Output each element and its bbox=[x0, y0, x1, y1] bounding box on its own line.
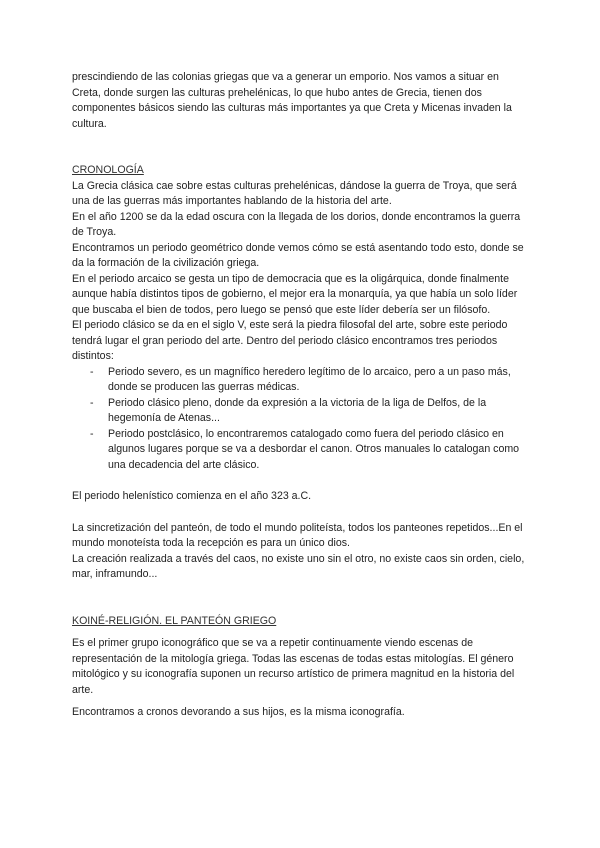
sincretizacion-paragraph: La sincretización del panteón, de todo el mundo politeísta, todos los panteones repetidos...En el mundo monoteísta toda la recepción es para un único dios. bbox=[72, 521, 523, 549]
koine-paragraph: Es el primer grupo iconográfico que se va a repetir continuamente viendo escenas de representación de la mitología griega. Todas las escenas de todas estas mitologías. El género mitológico y su iconografía suponen un recurso artístico de primera magnitud en la historia del arte. bbox=[72, 637, 515, 696]
period-item: - Periodo clásico pleno, donde da expresión a la victoria de la liga de Delfos, de la hegemonía de Atenas... bbox=[72, 396, 528, 427]
period-item: - Periodo severo, es un magnífico heredero legítimo de lo arcaico, pero a un paso más, donde se producen las guerras médicas. bbox=[72, 365, 528, 396]
koine-paragraph: Encontramos a cronos devorando a sus hijos, es la misma iconografía. bbox=[72, 706, 405, 718]
cronologia-paragraph: La Grecia clásica cae sobre estas culturas prehelénicas, dándose la guerra de Troya, que será una de las guerras más importantes hablando de la historia del arte. bbox=[72, 179, 517, 207]
cronologia-paragraph: El periodo clásico se da en el siglo V, este será la piedra filosofal del arte, sobre este periodo tendrá lugar el gran periodo del arte. Dentro del periodo clásico encontramos tres periodos distintos: bbox=[72, 319, 508, 362]
cronologia-heading: CRONOLOGÍA bbox=[72, 164, 144, 176]
cronologia-paragraph: Encontramos un periodo geométrico donde vemos cómo se está asentando todo esto, donde se da la formación de la civilización griega. bbox=[72, 241, 524, 269]
sincretizacion-paragraph: La creación realizada a través del caos, no existe uno sin el otro, no existe caos sin orden, cielo, mar, inframundo... bbox=[72, 552, 525, 580]
period-item: - Periodo postclásico, lo encontraremos catalogado como fuera del periodo clásico en algunos lugares porque se va a desbordar el canon. Otros manuales lo catalogan como una decadencia del arte clásico. bbox=[72, 427, 528, 474]
intro-paragraph: prescindiendo de las colonias griegas que va a generar un emporio. Nos vamos a situar en Creta, donde surgen las culturas prehelénicas, lo que hubo antes de Grecia, tienen dos componentes básicos siendo las culturas más importantes ya que Creta y Micenas invaden la cultura. bbox=[72, 71, 512, 130]
cronologia-paragraph: En el periodo arcaico se gesta un tipo de democracia que es la oligárquica, donde finalmente aunque había distintos tipos de gobierno, el mejor era la monarquía, ya que había un solo líder que buscaba el bien de todos, pero luego se pensó que este líder debería ser un filósofo. bbox=[72, 272, 518, 316]
periods-list bbox=[72, 365, 528, 474]
cronologia-paragraph: En el año 1200 se da la edad oscura con la llegada de los dorios, donde encontramos la guerra de Troya. bbox=[72, 210, 521, 238]
helenistico-paragraph: El periodo helenístico comienza en el año 323 a.C. bbox=[72, 490, 312, 502]
koine-heading: KOINÉ-RELIGIÓN. EL PANTEÓN GRIEGO bbox=[72, 614, 277, 627]
